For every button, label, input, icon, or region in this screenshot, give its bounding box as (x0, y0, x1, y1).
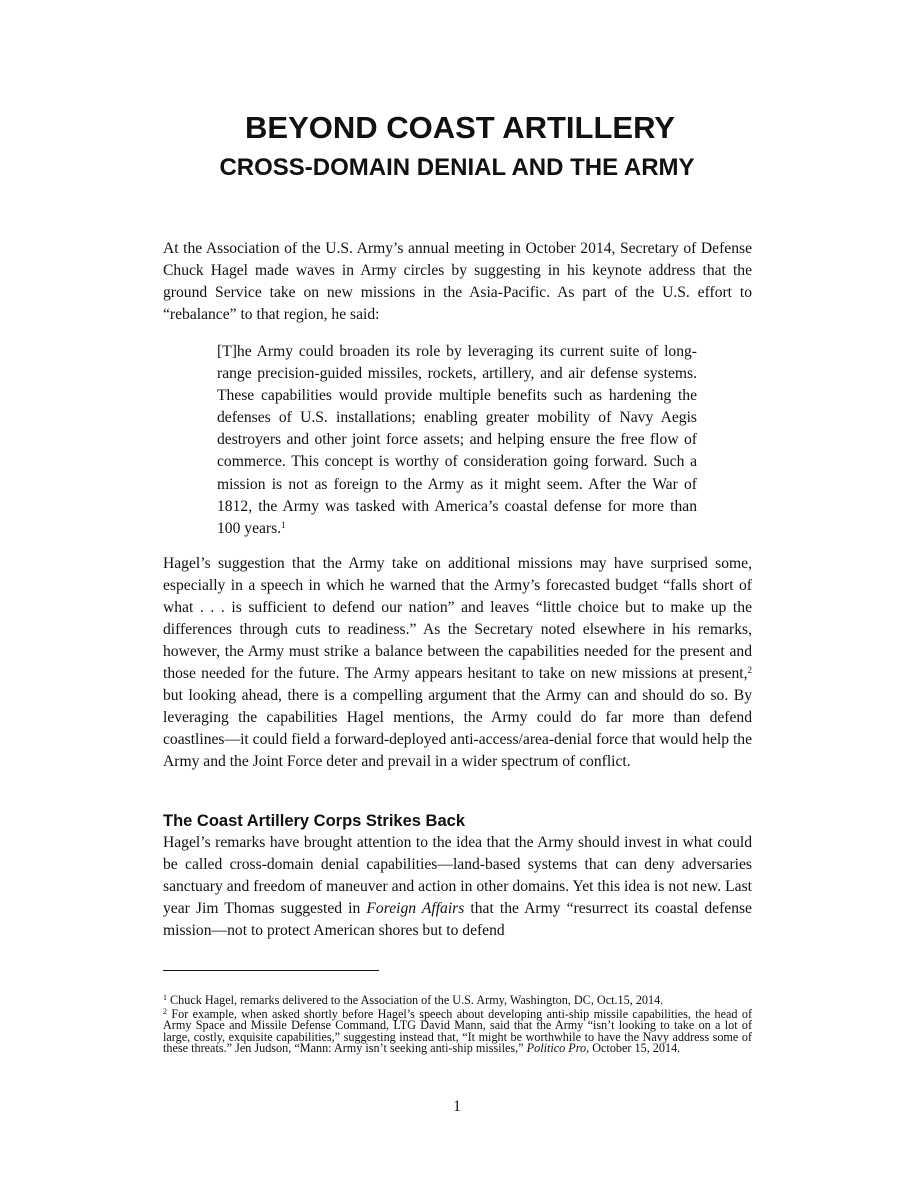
quote-text: [T]he Army could broaden its role by leveraging its current suite of long-range precision-guided missiles, rockets, artillery, and air defense systems. These capabilities would provide multiple benefits such as hardening the defenses of U.S. installations; enabling greater mobility of Navy Aegis destroyers and other joint force assets; and helping ensure the free flow of commerce. This concept is worthy of consideration going forward. Such a mission is not as foreign to the Army as it might seem. After the War of 1812, the Army was tasked with America’s coastal defense for more than 100 years. (217, 343, 697, 537)
footnote-2-date: , October 15, 2014. (586, 1041, 681, 1056)
document-title: BEYOND COAST ARTILLERY (245, 110, 675, 145)
footnotes (163, 995, 752, 1055)
publication-title: Foreign Affairs (366, 900, 465, 917)
footnote-1-text: Chuck Hagel, remarks delivered to the Association of the U.S. Army, Washington, DC, Oct.15, 2014. (167, 993, 664, 1007)
footnote-1-number: 1 (163, 993, 167, 1002)
page-number: 1 (453, 1098, 461, 1115)
footnote-1 (163, 995, 752, 1007)
intro-paragraph (163, 238, 752, 326)
third-paragraph (163, 832, 752, 942)
intro-paragraph-text: At the Association of the U.S. Army’s annual meeting in October 2014, Secretary of Defense Chuck Hagel made waves in Army circles by suggesting in his keynote address that the ground Service take on new missions in the Asia-Pacific. As part of the U.S. effort to “rebalance” to that region, he said: (163, 240, 752, 323)
footnote-ref-1[interactable]: 1 (281, 519, 286, 530)
footnote-2-text: For example, when asked shortly before Hagel’s speech about developing anti-ship missile capabilities, the head of Army Space and Missile Defense Command, LTG David Mann, said that the Army “isn’t looking to take on a lot of large, costly, exquisite capabilities,” suggesting instead that, “It might be worthwhile to have the Navy address some of these threats.” Jen Judson, “Mann: Army isn’t seeking anti-ship missiles,” (163, 1006, 752, 1056)
second-paragraph (163, 553, 752, 773)
third-paragraph-text-end: that the Army “resurrect its coastal defense mission—not to protect American shores but to defend (163, 900, 752, 939)
document-subtitle: CROSS-DOMAIN DENIAL AND THE ARMY (219, 154, 695, 181)
hagel-quote (217, 341, 697, 540)
footnote-divider (163, 970, 379, 971)
footnote-2-number: 2 (163, 1006, 167, 1016)
third-paragraph-text-start: Hagel’s remarks have brought attention to the idea that the Army should invest in what could be called cross-domain denial capabilities—land-based systems that can deny adversaries sanctuary and freedom of maneuver and action in other domains. Yet this idea is not new. Last year Jim Thomas suggested in (163, 834, 752, 917)
second-paragraph-text-start: Hagel’s suggestion that the Army take on additional missions may have surprised some, especially in a speech in which he warned that the Army’s forecasted budget “falls short of what . . . is sufficient to defend our nation” and leaves “little choice but to make up the differences through cuts to readiness.” As the Secretary noted elsewhere in his remarks, however, the Army must strike a balance between the capabilities needed for the present and those needed for the future. The Army appears hesitant to take on new missions at present, (163, 555, 752, 682)
second-paragraph-text-end: but looking ahead, there is a compelling argument that the Army can and should do so. By leveraging the capabilities Hagel mentions, the Army could do far more than defend coastlines—it could field a forward-deployed anti-access/area-denial force that would help the Army and the Joint Force deter and prevail in a wider spectrum of conflict. (163, 687, 752, 770)
section-heading: The Coast Artillery Corps Strikes Back (163, 812, 465, 830)
footnote-2 (163, 1006, 752, 1056)
footnote-ref-2[interactable]: 2 (747, 665, 752, 675)
footnote-2-publication: Politico Pro (526, 1041, 587, 1056)
